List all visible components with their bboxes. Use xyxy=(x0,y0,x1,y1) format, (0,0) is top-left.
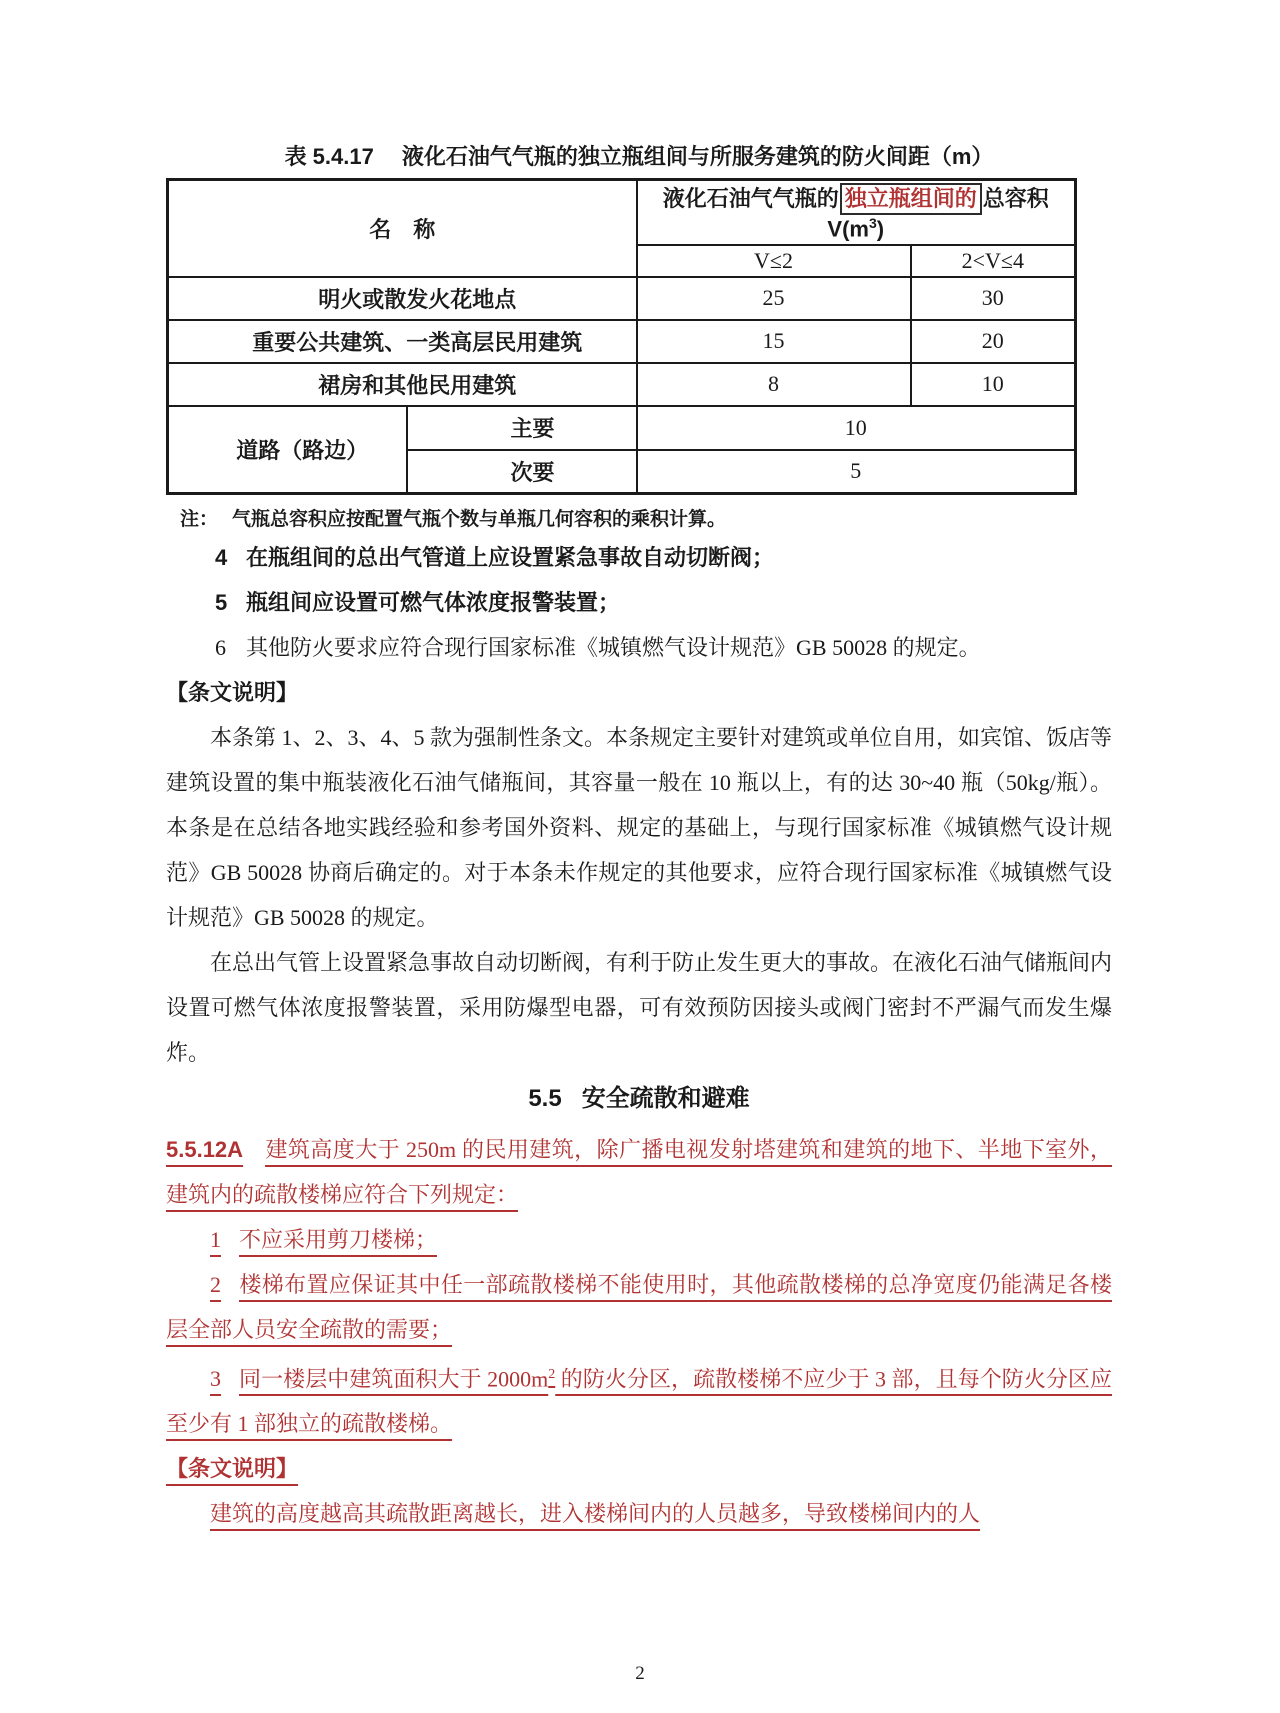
road-sub-major: 主要 xyxy=(407,406,637,450)
amendment-item-text: 楼梯布置应保证其中任一部疏散楼梯不能使用时，其他疏散楼梯的总净宽度仍能满足各楼层全部人员安全疏散的需要； xyxy=(166,1272,1112,1342)
row-value-v2: 30 xyxy=(911,277,1076,320)
road-name: 道路（路边） xyxy=(168,406,407,494)
amendment-clause-number: 5.5.12A xyxy=(166,1137,244,1162)
table-row xyxy=(168,363,1076,406)
amendment-item-text-pre: 同一楼层中建筑面积大于 2000m xyxy=(239,1366,549,1392)
clause-number: 5 xyxy=(215,590,228,615)
clause-4 xyxy=(166,535,1112,580)
note-label: 注： xyxy=(180,509,219,530)
capacity-superscript: 3 xyxy=(868,215,877,232)
amendment-item-text-post: 的防火分区，疏散楼梯不应少于 3 部，且每个防火分区应至少有 1 部独立的疏散楼梯。 xyxy=(166,1366,1112,1437)
clause-number: 4 xyxy=(215,545,228,570)
clause-text: 瓶组间应设置可燃气体浓度报警装置； xyxy=(246,590,621,615)
road-sub-minor: 次要 xyxy=(407,450,637,494)
row-value-v1: 8 xyxy=(637,363,911,406)
fire-separation-table xyxy=(166,178,1077,495)
amendment-item-text: 不应采用剪刀楼梯； xyxy=(239,1227,438,1252)
amendment-item-3 xyxy=(166,1352,1112,1446)
note-text: 气瓶总容积应按配置气瓶个数与单瓶几何容积的乘积计算。 xyxy=(232,509,727,530)
row-value-v1: 15 xyxy=(637,320,911,363)
table-title-text: 液化石油气气瓶的独立瓶组间与所服务建筑的防火间距（m） xyxy=(401,144,994,169)
row-value-v1: 25 xyxy=(637,277,911,320)
amendment-item-number: 1 xyxy=(210,1227,221,1252)
amendment-item-number: 3 xyxy=(210,1366,221,1392)
section-heading xyxy=(166,1081,1112,1117)
amendment-item-superscript: 2 xyxy=(548,1367,556,1382)
clause-number: 6 xyxy=(215,635,226,660)
row-value-v2: 20 xyxy=(911,320,1076,363)
explanation-label: 【条文说明】 xyxy=(166,680,299,705)
clause-6 xyxy=(166,625,1112,670)
explanation-paragraph-2: 在总出气管上设置紧急事故自动切断阀，有利于防止发生更大的事故。在液化石油气储瓶间内设置可燃气体浓度报警装置，采用防爆型电器，可有效预防因接头或阀门密封不严漏气而发生爆炸。 xyxy=(166,950,1113,1065)
header-name-cell xyxy=(168,180,637,277)
page-number: 2 xyxy=(635,1663,645,1684)
table-number: 表 5.4.17 xyxy=(284,144,374,169)
amendment-item-2 xyxy=(166,1262,1112,1352)
capacity-close-paren: ) xyxy=(876,216,885,242)
table-note xyxy=(166,505,1112,535)
red-explanation-paragraph: 建筑的高度越高其疏散距离越长，进入楼梯间内的人员越多，导致楼梯间内的人 xyxy=(210,1501,981,1527)
table-row xyxy=(168,320,1076,363)
table-title xyxy=(166,140,1112,173)
header-v1-cell: V≤2 xyxy=(637,245,911,277)
row-name: 裙房和其他民用建筑 xyxy=(168,363,637,406)
row-name: 明火或散发火花地点 xyxy=(168,277,637,320)
table-row xyxy=(168,277,1076,320)
header-v2-cell: 2<V≤4 xyxy=(911,245,1076,277)
section-number: 5.5 xyxy=(528,1085,562,1112)
explanation-paragraph-1: 本条第 1、2、3、4、5 款为强制性条文。本条规定主要针对建筑或单位自用，如宾馆、饭店等建筑设置的集中瓶装液化石油气储瓶间，其容量一般在 10 瓶以上，有的达 30~40 瓶（50kg/瓶）。本条是在总结各地实践经验和参考国外资料、规定的基础上，与现行国家标准《城镇燃气设计规范》GB 50028 协商后确定的。对于本条未作规定的其他要求，应符合现行国家标准《城镇燃气设计规范》GB 50028 的规定。 xyxy=(166,725,1113,930)
red-explanation-label: 【条文说明】 xyxy=(166,1456,299,1482)
clause-text: 在瓶组间的总出气管道上应设置紧急事故自动切断阀； xyxy=(246,545,775,570)
table-row-road-major xyxy=(168,406,1076,450)
capacity-prefix: 液化石油气气瓶的 xyxy=(662,186,839,212)
road-minor-value: 5 xyxy=(637,450,1076,494)
header-name-label: 名 称 xyxy=(369,216,436,242)
amendment-intro xyxy=(166,1127,1112,1217)
amendment-intro-text: 建筑高度大于 250m 的民用建筑，除广播电视发射塔建筑和建筑的地下、半地下室外，建筑内的疏散楼梯应符合下列规定： xyxy=(166,1137,1112,1207)
amendment-item-number: 2 xyxy=(210,1272,221,1297)
capacity-boxed-revision: 独立瓶组间的 xyxy=(840,183,982,215)
row-value-v2: 10 xyxy=(911,363,1076,406)
clause-5 xyxy=(166,580,1112,625)
row-name: 重要公共建筑、一类高层民用建筑 xyxy=(168,320,637,363)
section-title: 安全疏散和避难 xyxy=(581,1085,750,1112)
road-major-value: 10 xyxy=(637,406,1076,450)
amendment-item-1 xyxy=(166,1217,1112,1262)
header-capacity-cell xyxy=(637,180,1076,245)
capacity-suffix: 总容积 V(m xyxy=(827,186,1049,242)
clause-text: 其他防火要求应符合现行国家标准《城镇燃气设计规范》GB 50028 的规定。 xyxy=(246,635,981,660)
